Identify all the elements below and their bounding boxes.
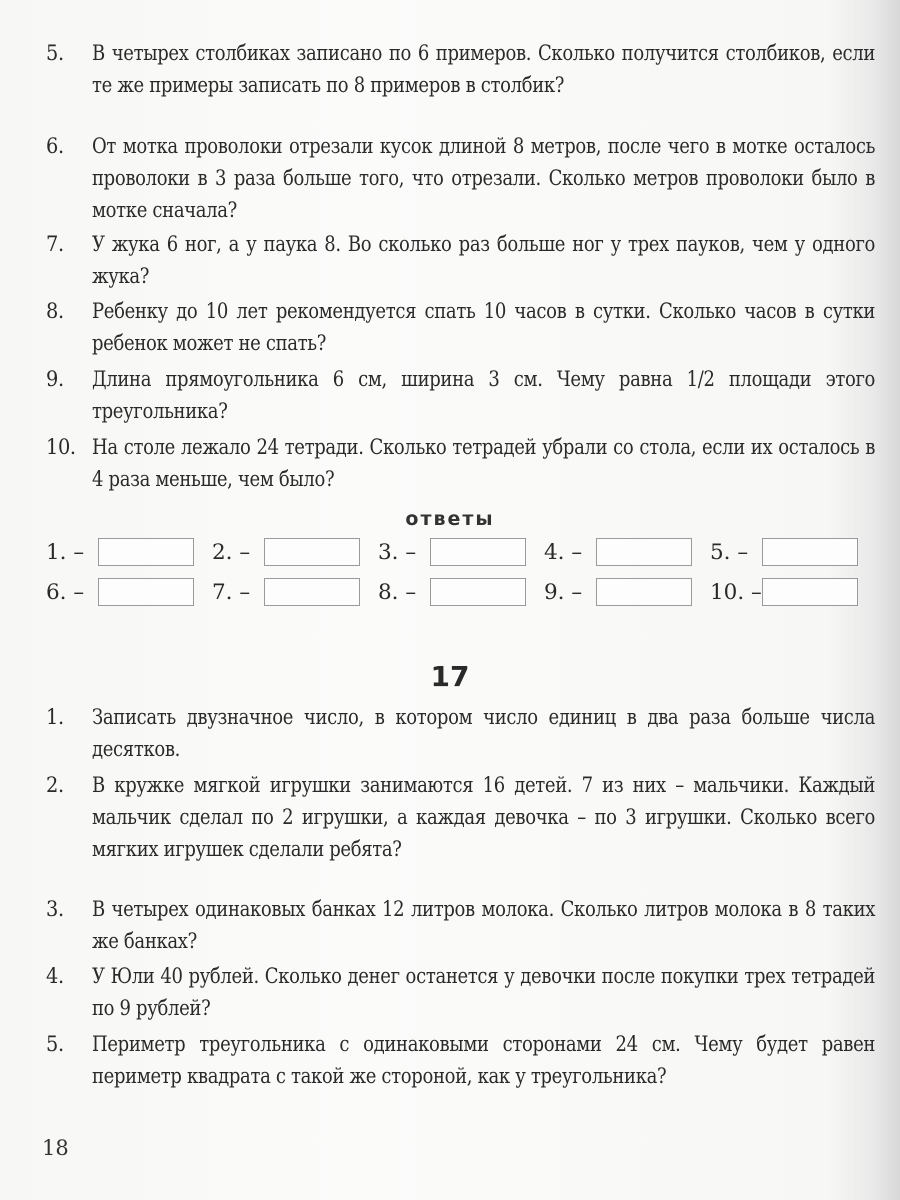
s17-problem-3 xyxy=(46,894,876,958)
answer-label: 5. – xyxy=(710,540,749,565)
s17-problem-2 xyxy=(46,770,876,866)
answer-label: 4. – xyxy=(544,540,583,565)
problem-6 xyxy=(46,131,876,227)
problem-number: 1. xyxy=(46,705,64,730)
answers-heading: ответы xyxy=(405,508,495,530)
problem-number: 7. xyxy=(46,232,64,257)
problem-text: В четырех столбиках записано по 6 примеров. Сколько получится столбиков, если те же примеры записать по 8 примеров в столбик? xyxy=(92,41,876,98)
answer-label: 2. – xyxy=(212,540,251,565)
problem-text: На столе лежало 24 тетради. Сколько тетрадей убрали со стола, если их осталось в 4 раза меньше, чем было? xyxy=(92,435,876,492)
s17-problem-5 xyxy=(46,1029,876,1093)
answer-label: 9. – xyxy=(544,580,583,605)
s17-problem-4 xyxy=(46,961,876,1025)
answer-label: 7. – xyxy=(212,580,251,605)
answer-box-6[interactable] xyxy=(98,578,194,606)
answer-label: 6. – xyxy=(46,580,85,605)
problem-10 xyxy=(46,432,876,496)
problem-number: 8. xyxy=(46,299,64,324)
problem-text: Записать двузначное число, в котором число единиц в два раза больше числа десятков. xyxy=(92,705,876,762)
problem-text: У Юли 40 рублей. Сколько денег останется у девочки после покупки трех тетрадей по 9 рублей? xyxy=(92,964,876,1021)
answer-label: 10. – xyxy=(710,580,762,605)
problem-number: 4. xyxy=(46,964,64,989)
answer-box-10[interactable] xyxy=(762,578,858,606)
problem-number: 10. xyxy=(46,435,76,460)
problem-text: Ребенку до 10 лет рекомендуется спать 10 часов в сутки. Сколько часов в сутки ребенок может не спать? xyxy=(92,299,876,356)
problem-number: 5. xyxy=(46,41,64,66)
problem-5 xyxy=(46,38,876,102)
answer-box-2[interactable] xyxy=(264,538,360,566)
problem-number: 6. xyxy=(46,134,64,159)
problem-9 xyxy=(46,364,876,428)
s17-problem-1 xyxy=(46,702,876,766)
problem-text: В кружке мягкой игрушки занимаются 16 детей. 7 из них – мальчики. Каждый мальчик сделал по 2 игрушки, а каждая девочка – по 3 игрушки. Сколько всего мягких игрушек сделали ребята? xyxy=(92,773,876,862)
answer-box-3[interactable] xyxy=(430,538,526,566)
answer-box-5[interactable] xyxy=(762,538,858,566)
section-number: 17 xyxy=(430,660,470,693)
problem-number: 3. xyxy=(46,897,64,922)
problem-text: В четырех одинаковых банках 12 литров молока. Сколько литров молока в 8 таких же банках? xyxy=(92,897,876,954)
problem-text: От мотка проволоки отрезали кусок длиной 8 метров, после чего в мотке осталось проволоки в 3 раза больше того, что отрезали. Сколько метров проволоки было в мотке сначала? xyxy=(92,134,876,223)
problem-number: 2. xyxy=(46,773,64,798)
problem-8 xyxy=(46,296,876,360)
answer-box-9[interactable] xyxy=(596,578,692,606)
answer-label: 3. – xyxy=(378,540,417,565)
answer-box-7[interactable] xyxy=(264,578,360,606)
answer-box-4[interactable] xyxy=(596,538,692,566)
problem-text: Периметр треугольника с одинаковыми сторонами 24 см. Чему будет равен периметр квадрата с такой же стороной, как у треугольника? xyxy=(92,1032,876,1089)
answer-label: 1. – xyxy=(46,540,85,565)
problem-number: 9. xyxy=(46,367,64,392)
answer-box-8[interactable] xyxy=(430,578,526,606)
answer-box-1[interactable] xyxy=(98,538,194,566)
page-number: 18 xyxy=(42,1136,69,1160)
problem-text: У жука 6 ног, а у паука 8. Во сколько раз больше ног у трех пауков, чем у одного жука? xyxy=(92,232,876,289)
problem-7 xyxy=(46,229,876,293)
problem-text: Длина прямоугольника 6 см, ширина 3 см. Чему равна 1/2 площади этого треугольника? xyxy=(92,367,876,424)
answer-label: 8. – xyxy=(378,580,417,605)
problem-number: 5. xyxy=(46,1032,64,1057)
